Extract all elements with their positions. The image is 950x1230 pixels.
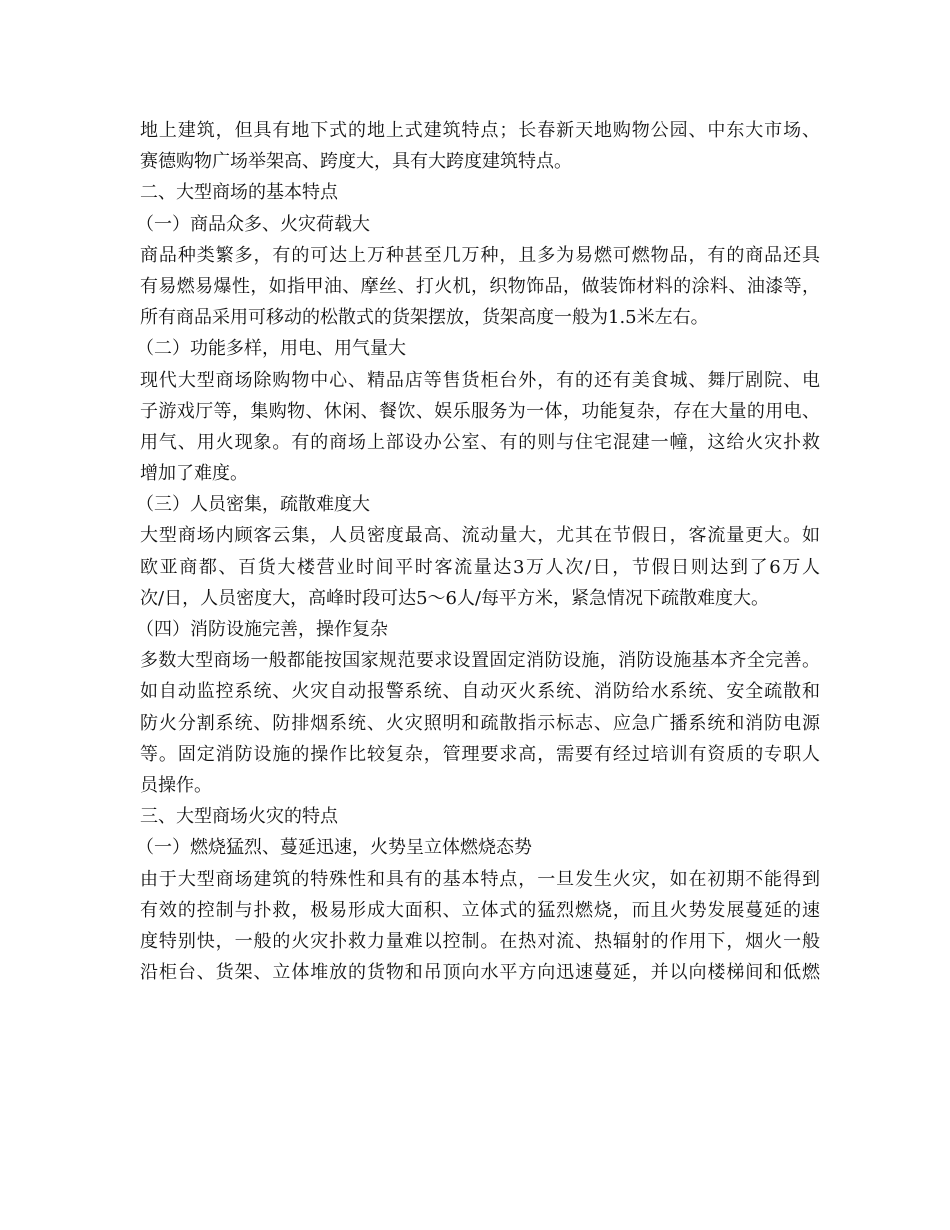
- section-heading: 二、大型商场的基本特点: [140, 182, 338, 204]
- paragraph-line: 地上建筑，但具有地下式的地上式建筑特点；长春新天地购物公园、中东大市场、: [140, 120, 820, 141]
- paragraph-line: 次/日，人员密度大，高峰时段可达5～6人/每平方米，紧急情况下疏散难度大。: [140, 587, 770, 609]
- paragraph-line: 大型商场内顾客云集，人员密度最高、流动量大，尤其在节假日，客流量更大。如: [140, 525, 820, 547]
- section-heading: 三、大型商场火灾的特点: [140, 806, 338, 828]
- subsection-heading: （一）商品众多、火灾荷载大: [136, 213, 370, 235]
- paragraph-line: 子游戏厅等，集购物、休闲、餐饮、娱乐服务为一体，功能复杂，存在大量的用电、: [140, 400, 820, 422]
- paragraph-line: 用气、用火现象。有的商场上部设办公室、有的则与住宅混建一幢，这给火灾扑救: [140, 431, 820, 453]
- paragraph-line: 赛德购物广场举架高、跨度大，具有大跨度建筑特点。: [140, 151, 572, 173]
- paragraph-line: 如自动监控系统、火灾自动报警系统、自动灭火系统、消防给水系统、安全疏散和: [140, 681, 820, 703]
- subsection-heading: （一）燃烧猛烈、蔓延迅速，火势呈立体燃烧态势: [136, 837, 532, 859]
- paragraph-line: 商品种类繁多，有的可达上万种甚至几万种，且多为易燃可燃物品，有的商品还具: [140, 244, 820, 266]
- paragraph-line: 由于大型商场建筑的特殊性和具有的基本特点，一旦发生火灾，如在初期不能得到: [140, 868, 820, 890]
- paragraph-line: 度特别快，一般的火灾扑救力量难以控制。在热对流、热辐射的作用下，烟火一般: [140, 930, 820, 952]
- paragraph-line: 有效的控制与扑救，极易形成大面积、立体式的猛烈燃烧，而且火势发展蔓延的速: [140, 899, 820, 921]
- paragraph-line: 增加了难度。: [140, 463, 248, 485]
- paragraph-line: 现代大型商场除购物中心、精品店等售货柜台外，有的还有美食城、舞厅剧院、电: [140, 369, 820, 391]
- subsection-heading: （二）功能多样，用电、用气量大: [136, 338, 406, 360]
- paragraph-line: 员操作。: [140, 774, 212, 796]
- paragraph-line: 防火分割系统、防排烟系统、火灾照明和疏散指示标志、应急广播系统和消防电源: [140, 712, 820, 734]
- paragraph-line: 有易燃易爆性，如指甲油、摩丝、打火机，织物饰品，做装饰材料的涂料、油漆等，: [140, 275, 820, 297]
- paragraph-line: 所有商品采用可移动的松散式的货架摆放，货架高度一般为1.5米左右。: [140, 307, 709, 329]
- paragraph-line: 多数大型商场一般都能按国家规范要求设置固定消防设施，消防设施基本齐全完善。: [140, 650, 820, 672]
- subsection-heading: （三）人员密集，疏散难度大: [136, 494, 370, 516]
- paragraph-line: 沿柜台、货架、立体堆放的货物和吊顶向水平方向迅速蔓延，并以向楼梯间和低燃: [140, 962, 820, 984]
- subsection-heading: （四）消防设施完善，操作复杂: [136, 619, 388, 640]
- paragraph-line: 等。固定消防设施的操作比较复杂，管理要求高，需要有经过培训有资质的专职人: [140, 743, 820, 765]
- document-body: [136, 115, 820, 988]
- paragraph-line: 欧亚商都、百货大楼营业时间平时客流量达3万人次/日，节假日则达到了6万人: [140, 556, 820, 578]
